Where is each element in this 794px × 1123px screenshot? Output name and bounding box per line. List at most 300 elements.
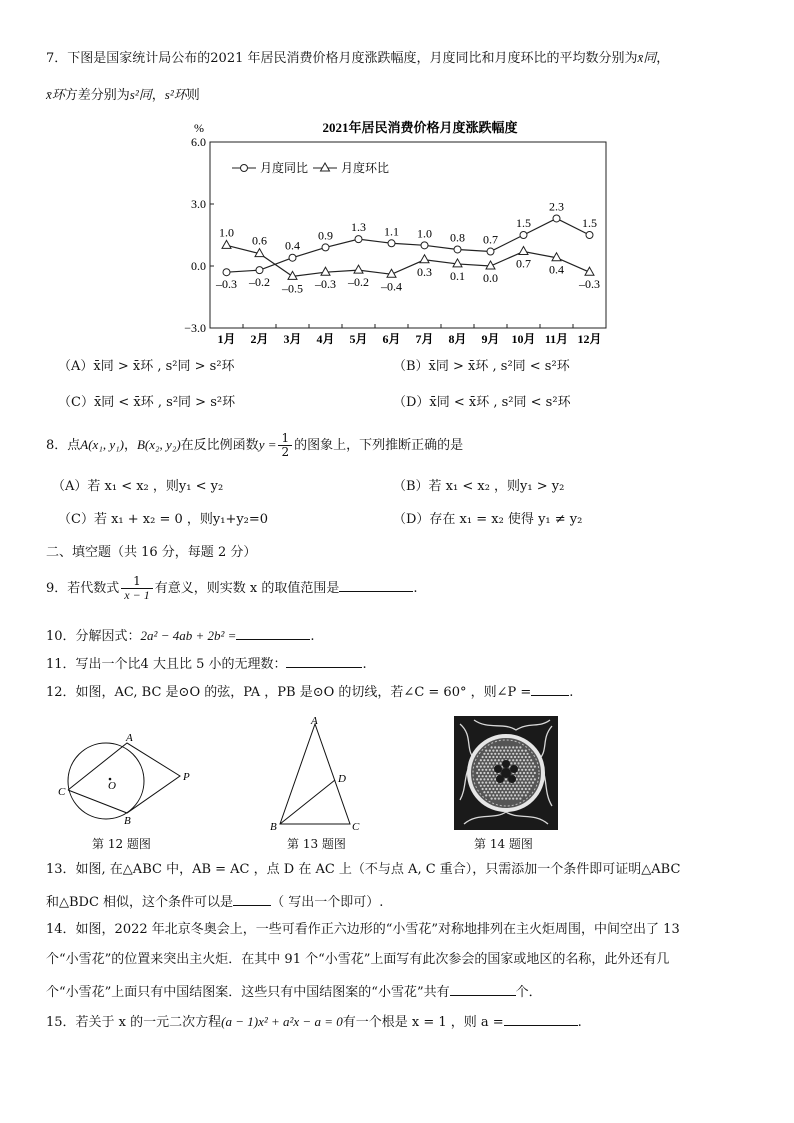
data-label-tongbi: 0.4	[285, 238, 300, 253]
snowflake-dot	[476, 778, 478, 780]
fig12-label-b: B	[124, 815, 131, 827]
snowflake-dot	[494, 798, 496, 800]
snowflake-dot	[485, 782, 487, 784]
snowflake-dot	[485, 756, 487, 758]
q8-point-b: B(x₂, y₂)	[136, 437, 181, 452]
data-label-tongbi: 1.0	[417, 226, 432, 241]
snowflake-dot	[523, 785, 525, 787]
snowflake-dot	[534, 772, 536, 774]
data-label-huanbi: 0.0	[483, 271, 498, 285]
snowflake-dot	[512, 785, 514, 787]
snowflake-dot	[487, 766, 489, 768]
data-label-huanbi: –0.2	[348, 275, 369, 290]
snowflake-dot	[492, 788, 494, 790]
snowflake-dot	[518, 794, 520, 796]
snowflake-dot	[525, 794, 527, 796]
snowflake-dot	[514, 756, 516, 758]
q14-line2: 个“小雪花”的位置来突出主火炬．在其中 91 个“小雪花”上面写有此次参会的国家或地区的名称，此外还有几	[46, 952, 670, 967]
fig12-label-a: A	[126, 732, 133, 744]
q8-fraction: $\frac{1}{2}$	[278, 432, 292, 459]
point-huanbi	[321, 267, 330, 275]
q7-option-c: （C）x̄同 < x̄环 , s²同 > s²环	[58, 395, 236, 410]
fig13-label-c: C	[352, 821, 360, 832]
snowflake-dot	[487, 772, 489, 774]
snowflake-dot	[527, 791, 529, 793]
q7-mean-tong: x̄同	[637, 50, 657, 65]
snowflake-dot	[480, 778, 482, 780]
snowflake-dot	[489, 756, 491, 758]
snowflake-dot	[521, 762, 523, 764]
snowflake-dot	[505, 746, 507, 748]
snowflake-dot	[521, 750, 523, 752]
snowflake-dot	[509, 798, 511, 800]
snowflake-dot	[527, 772, 529, 774]
snowflake-dot	[525, 769, 527, 771]
snowflake-dot	[525, 756, 527, 758]
snowflake-dot	[510, 762, 512, 764]
q8-option-c: （C）若 x₁ + x₂ = 0 ，则y₁+y₂=0	[58, 512, 269, 527]
snowflake-dot	[514, 750, 516, 752]
snowflake-dot	[491, 778, 493, 780]
fig13-label-d: D	[338, 773, 346, 785]
cpi-line-chart	[180, 118, 620, 348]
snowflake-dot	[482, 762, 484, 764]
q8-option-b: （B）若 x₁ < x₂ ，则y₁ > y₂	[393, 479, 565, 494]
fig14-caption: 第 14 题图	[474, 837, 533, 851]
point-huanbi	[519, 247, 528, 255]
snowflake-dot	[523, 753, 525, 755]
snowflake-dot	[518, 762, 520, 764]
snowflake-dot	[519, 746, 521, 748]
q10: 10．分解因式：2a² − 4ab + 2b² = .	[46, 625, 315, 646]
point-tongbi	[553, 215, 560, 222]
snowflake-dot	[523, 791, 525, 793]
data-label-tongbi: 1.5	[582, 216, 597, 230]
fig12-label-o: O	[108, 780, 116, 792]
snowflake-dot	[505, 785, 507, 787]
snowflake-dot	[500, 756, 502, 758]
point-tongbi	[421, 242, 428, 249]
q9-answer-blank[interactable]	[339, 577, 413, 592]
snowflake-dot	[509, 785, 511, 787]
snowflake-dot	[525, 750, 527, 752]
snowflake-dot	[505, 778, 507, 780]
snowflake-dot	[487, 759, 489, 761]
snowflake-dot	[494, 759, 496, 761]
q8-point-a: A(x₁, y₁)	[80, 437, 124, 452]
snowflake-dot	[501, 746, 503, 748]
snowflake-dot	[510, 794, 512, 796]
snowflake-dot	[485, 794, 487, 796]
snowflake-dot	[503, 756, 505, 758]
q7-option-b: （B）x̄同 > x̄环 , s²同 < s²环	[393, 359, 570, 374]
snowflake-dot	[480, 772, 482, 774]
snowflake-dot	[525, 762, 527, 764]
q8-option-d: （D）存在 x₁ = x₂ 使得 y₁ ≠ y₂	[393, 512, 583, 527]
snowflake-dot	[521, 756, 523, 758]
snowflake-dot	[521, 775, 523, 777]
snowflake-dot	[496, 756, 498, 758]
snowflake-dot	[525, 788, 527, 790]
snowflake-dot	[525, 775, 527, 777]
q11-answer-blank[interactable]	[286, 653, 362, 668]
snowflake-dot	[519, 791, 521, 793]
snowflake-dot	[528, 769, 530, 771]
figure-12	[54, 728, 204, 828]
point-tongbi	[586, 232, 593, 239]
snowflake-dot	[476, 766, 478, 768]
data-label-tongbi: 1.1	[384, 224, 399, 239]
legend-label-huanbi: 月度环比	[341, 161, 390, 175]
snowflake-dot	[523, 766, 525, 768]
snowflake-dot	[496, 794, 498, 796]
snowflake-dot	[492, 762, 494, 764]
snowflake-dot	[482, 782, 484, 784]
snowflake-dot	[532, 775, 534, 777]
snowflake-dot	[500, 794, 502, 796]
q13-line1: 13．如图, 在△ABC 中，AB = AC ，点 D 在 AC 上（不与点 A, C 重合），只需添加一个条件即可证明△ABC	[46, 862, 681, 877]
snowflake-dot	[518, 775, 520, 777]
snowflake-dot	[501, 753, 503, 755]
snowflake-dot	[485, 750, 487, 752]
snowflake-dot	[521, 769, 523, 771]
x-tick-label: 9月	[481, 332, 500, 346]
data-label-tongbi: 2.3	[549, 199, 564, 214]
q13-answer-blank[interactable]	[233, 891, 271, 906]
snowflake-dot	[516, 753, 518, 755]
data-label-huanbi: 0.6	[252, 233, 267, 248]
snowflake-dot	[483, 791, 485, 793]
q15: 15．若关于 x 的一元二次方程(a − 1)x² + a²x − a = 0有一个根是 x = 1 ，则 a = .	[46, 1011, 582, 1032]
q7-line1: 7．下图是国家统计局公布的2021 年居民消费价格月度涨跌幅度，月度同比和月度环比的平均数分别为x̄同，	[46, 50, 670, 66]
snowflake-dot	[521, 788, 523, 790]
snowflake-dot	[489, 750, 491, 752]
snowflake-dot	[492, 750, 494, 752]
snowflake-dot	[534, 778, 536, 780]
snowflake-dot	[480, 785, 482, 787]
snowflake-dot	[523, 778, 525, 780]
snowflake-dot	[503, 788, 505, 790]
q13-line2: 和△BDC 相似，这个条件可以是 （ 写出一个即可）.	[46, 891, 383, 912]
snowflake-dot	[530, 778, 532, 780]
point-huanbi	[354, 265, 363, 273]
y-tick-label: 3.0	[191, 197, 206, 211]
snowflake-dot	[512, 753, 514, 755]
snowflake-dot	[482, 788, 484, 790]
q7-var-huan: s²环	[164, 87, 187, 102]
snowflake-dot	[507, 750, 509, 752]
snowflake-dot	[496, 750, 498, 752]
x-tick-label: 6月	[382, 332, 401, 346]
point-huanbi	[420, 255, 429, 263]
snowflake-dot	[478, 775, 480, 777]
snowflake-dot	[527, 778, 529, 780]
snowflake-dot	[478, 782, 480, 784]
snowflake-dot	[516, 778, 518, 780]
legend-label-tongbi: 月度同比	[260, 161, 309, 175]
snowflake-dot	[507, 794, 509, 796]
data-label-huanbi: –0.4	[381, 279, 402, 294]
x-tick-label: 10月	[511, 332, 536, 346]
snowflake-dot	[512, 791, 514, 793]
q10-answer-blank[interactable]	[236, 625, 310, 640]
snowflake-dot	[483, 753, 485, 755]
snowflake-dot	[485, 769, 487, 771]
fig13-label-a: A	[311, 715, 318, 727]
point-huanbi	[288, 271, 297, 279]
snowflake-dot	[492, 775, 494, 777]
fig13-label-b: B	[270, 821, 277, 832]
snowflake-dot	[527, 753, 529, 755]
fig13-caption: 第 13 题图	[287, 837, 346, 851]
snowflake-dot	[485, 788, 487, 790]
fig12-label-c: C	[58, 786, 66, 798]
data-label-tongbi: 0.9	[318, 228, 333, 243]
snowflake-dot	[487, 785, 489, 787]
snowflake-dot	[478, 762, 480, 764]
snowflake-dot	[491, 753, 493, 755]
snowflake-dot	[482, 756, 484, 758]
snowflake-dot	[512, 746, 514, 748]
snowflake-dot	[516, 746, 518, 748]
section-2-heading: 二、填空题（共 16 分，每题 2 分）	[46, 545, 257, 560]
q14-answer-blank[interactable]	[450, 981, 516, 996]
x-tick-label: 12月	[577, 332, 602, 346]
snowflake-dot	[509, 791, 511, 793]
q7-mean-huan: x̄环	[46, 87, 65, 102]
snowflake-dot	[528, 775, 530, 777]
snowflake-dot	[492, 794, 494, 796]
x-tick-label: 5月	[349, 332, 368, 346]
snowflake-dot	[487, 753, 489, 755]
fig12-label-p: P	[183, 771, 190, 783]
figure-13	[268, 714, 368, 832]
snowflake-dot	[532, 769, 534, 771]
snowflake-dot	[496, 762, 498, 764]
snowflake-dot	[516, 785, 518, 787]
snowflake-dot	[514, 794, 516, 796]
snowflake-dot	[492, 782, 494, 784]
snowflake-dot	[519, 759, 521, 761]
snowflake-dot	[510, 750, 512, 752]
chart-legend	[232, 160, 389, 175]
snowflake-dot	[478, 769, 480, 771]
snowflake-dot	[530, 759, 532, 761]
q11: 11．写出一个比4 大且比 5 小的无理数： .	[46, 653, 367, 674]
snowflake-dot	[480, 766, 482, 768]
snowflake-dot	[521, 794, 523, 796]
q15-answer-blank[interactable]	[504, 1011, 578, 1026]
q14-line1: 14．如图，2022 年北京冬奥会上，一些可看作正六边形的“小雪花”对称地排列在主火炬周围，中间空出了 13	[46, 922, 680, 937]
chart-ylabel: %	[194, 121, 204, 135]
snowflake-dot	[483, 772, 485, 774]
data-label-huanbi: 1.0	[219, 225, 234, 240]
snowflake-dot	[500, 762, 502, 764]
snowflake-dot	[487, 791, 489, 793]
q12: 12．如图，AC, BC 是⊙O 的弦，PA ，PB 是⊙O 的切线，若∠C = 60° ，则∠P = .	[46, 681, 573, 702]
fig12-lines	[68, 743, 180, 813]
q7-option-d: （D）x̄同 < x̄环 , s²同 < s²环	[393, 395, 571, 410]
q14-line3: 个“小雪花”上面只有中国结图案．这些只有中国结图案的“小雪花”共有 个．	[46, 981, 542, 1002]
point-tongbi	[487, 248, 494, 255]
snowflake-dot	[476, 772, 478, 774]
point-tongbi	[223, 269, 230, 276]
snowflake-dot	[516, 759, 518, 761]
snowflake-dot	[491, 785, 493, 787]
snowflake-dot	[498, 798, 500, 800]
snowflake-dot	[527, 759, 529, 761]
data-label-tongbi: –0.3	[216, 277, 237, 292]
x-tick-label: 7月	[415, 332, 434, 346]
snowflake-dot	[528, 788, 530, 790]
snowflake-dot	[494, 785, 496, 787]
data-label-tongbi: 1.5	[516, 216, 531, 230]
snowflake-dot	[519, 753, 521, 755]
snowflake-dot	[518, 788, 520, 790]
snowflake-dot	[492, 756, 494, 758]
snowflake-dot	[494, 778, 496, 780]
snowflake-dot	[485, 775, 487, 777]
snowflake-dot	[491, 772, 493, 774]
snowflake-dot	[498, 791, 500, 793]
snowflake-dot	[518, 756, 520, 758]
snowflake-dot	[494, 791, 496, 793]
x-tick-label: 11月	[544, 332, 569, 346]
snowflake-dot	[501, 785, 503, 787]
snowflake-dot	[509, 746, 511, 748]
snowflake-dot	[512, 798, 514, 800]
x-tick-label: 2月	[250, 332, 269, 346]
data-label-huanbi: 0.4	[549, 262, 564, 277]
snowflake-dot	[514, 788, 516, 790]
point-tongbi	[256, 267, 263, 274]
snowflake-dot	[483, 785, 485, 787]
snowflake-dot	[507, 782, 509, 784]
snowflake-dot	[503, 782, 505, 784]
snowflake-dot	[510, 756, 512, 758]
q9-fraction: $\frac{1}{x - 1}$	[121, 575, 152, 602]
data-label-huanbi: 0.1	[450, 268, 465, 283]
fig12-caption: 第 12 题图	[92, 837, 151, 851]
snowflake-dot	[507, 788, 509, 790]
snowflake-dot	[501, 798, 503, 800]
q12-answer-blank[interactable]	[531, 681, 569, 696]
y-tick-label: 0.0	[191, 259, 206, 273]
snowflake-dot	[519, 798, 521, 800]
series-line-huanbi	[227, 245, 590, 276]
snowflake-dot	[498, 753, 500, 755]
snowflake-dot	[525, 782, 527, 784]
snowflake-dot	[528, 762, 530, 764]
snowflake-dot	[519, 772, 521, 774]
snowflake-dot	[505, 791, 507, 793]
snowflake-dot	[489, 769, 491, 771]
snowflake-dot	[528, 756, 530, 758]
point-tongbi	[454, 246, 461, 253]
snowflake-dot	[491, 791, 493, 793]
snowflake-dot	[528, 782, 530, 784]
point-tongbi	[388, 240, 395, 247]
snowflake-dot	[516, 798, 518, 800]
snowflake-dot	[480, 759, 482, 761]
snowflake-dot	[505, 798, 507, 800]
snowflake-dot	[487, 778, 489, 780]
snowflake-dot	[489, 794, 491, 796]
snowflake-dot	[530, 766, 532, 768]
snowflake-dot	[483, 766, 485, 768]
fig13-segment-bd	[280, 780, 335, 824]
snowflake-dot	[500, 750, 502, 752]
snowflake-dot	[519, 778, 521, 780]
snowflake-dot	[491, 759, 493, 761]
x-tick-label: 8月	[448, 332, 467, 346]
snowflake-dot	[483, 759, 485, 761]
point-tongbi	[355, 236, 362, 243]
y-tick-label: −3.0	[184, 321, 206, 335]
snowflake-dot	[510, 788, 512, 790]
snowflake-dot	[498, 746, 500, 748]
snowflake-dot	[500, 788, 502, 790]
snowflake-dot	[507, 756, 509, 758]
snowflake-dot	[516, 791, 518, 793]
snowflake-dot	[489, 762, 491, 764]
data-label-tongbi: 1.3	[351, 220, 366, 235]
point-huanbi	[222, 240, 231, 248]
data-label-tongbi: 0.8	[450, 230, 465, 245]
snowflake-dot	[494, 746, 496, 748]
x-tick-label: 4月	[316, 332, 335, 346]
snowflake-dot	[514, 762, 516, 764]
q8-option-a: （A）若 x₁ < x₂ ，则y₁ < y₂	[52, 479, 224, 494]
snowflake-dot	[519, 785, 521, 787]
snowflake-dot	[532, 782, 534, 784]
snowflake-dot	[523, 759, 525, 761]
q8-stem: 8．点A(x₁, y₁)，B(x₂, y₂)在反比例函数y = $\frac{1}{2}$ 的图象上，下列推断正确的是	[46, 431, 464, 459]
data-label-tongbi: 0.7	[483, 232, 498, 247]
snowflake-dot	[523, 772, 525, 774]
snowflake-dot	[512, 759, 514, 761]
snowflake-dot	[498, 785, 500, 787]
snowflake-dot	[491, 766, 493, 768]
q9: 9．若代数式 $\frac{1}{x - 1}$ 有意义，则实数 x 的取值范围是 .	[46, 574, 418, 602]
snowflake-dot	[518, 782, 520, 784]
snowflake-dot	[498, 759, 500, 761]
snowflake-dot	[489, 782, 491, 784]
q7-stem: 7．下图是国家统计局公布的2021 年居民消费价格月度涨跌幅度，月度同比和月度环比的平均数分别为	[46, 51, 638, 66]
snowflake-dot	[491, 746, 493, 748]
q7-var-tong: s²同	[129, 87, 152, 102]
snowflake-dot	[489, 775, 491, 777]
chart-title: 2021年居民消费价格月度涨跌幅度	[322, 120, 518, 135]
snowflake-dot	[501, 759, 503, 761]
legend-triangle-marker	[321, 163, 330, 171]
snowflake-dot	[509, 759, 511, 761]
snowflake-dot	[532, 762, 534, 764]
snowflake-dot	[505, 753, 507, 755]
snowflake-dot	[534, 766, 536, 768]
point-tongbi	[322, 244, 329, 251]
snowflake-dot	[482, 775, 484, 777]
snowflake-dot	[527, 766, 529, 768]
q7-option-a: （A）x̄同 > x̄环 , s²同 > s²环	[58, 359, 235, 374]
q7-line2: x̄环方差分别为s²同，s²环则	[46, 87, 200, 103]
point-tongbi	[520, 232, 527, 239]
snowflake-dot	[503, 750, 505, 752]
snowflake-dot	[530, 785, 532, 787]
y-tick-label: 6.0	[191, 135, 206, 149]
snowflake-dot	[521, 782, 523, 784]
snowflake-dot	[483, 778, 485, 780]
